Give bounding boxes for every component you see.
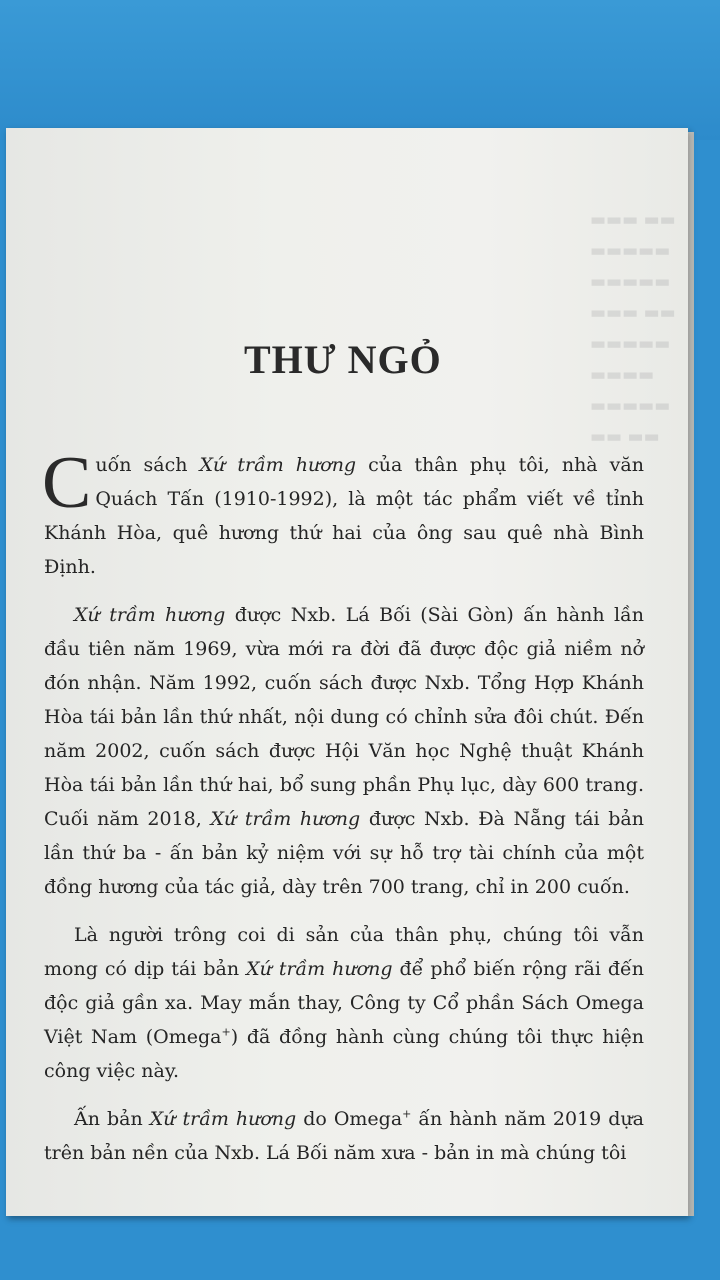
superscript-plus: + — [402, 1107, 412, 1121]
text-run: Là người trông coi di sản của thân phụ, chúng tôi vẫn mong có dịp tái bản — [44, 924, 644, 980]
page-title: THƯ NGỎ — [244, 337, 442, 382]
book-title: Xứ trầm hương — [199, 454, 357, 476]
paragraph-1 — [42, 442, 644, 584]
page-edge — [688, 132, 694, 1216]
superscript-plus: + — [221, 1025, 231, 1039]
show-through-text: ▬▬▬ ▬▬ ▬▬▬▬▬ ▬▬▬▬▬ ▬▬▬ ▬▬ ▬▬▬▬▬ ▬▬▬▬ ▬▬▬▬▬ ▬▬ ▬▬ — [590, 210, 676, 447]
paragraph-4 — [44, 1102, 644, 1170]
text-run: ấn hành năm 2019 dựa trên bản nền của Nxb. Lá Bối năm xưa - bản in mà chúng tôi — [44, 1108, 645, 1164]
book-title: Xứ trầm hương — [74, 604, 226, 626]
text-run: Ấn bản — [74, 1108, 150, 1130]
text-run: do Omega — [296, 1108, 403, 1130]
text-run: được Nxb. Lá Bối (Sài Gòn) ấn hành lần đầu tiên năm 1969, vừa mới ra đời đã được độc giả niềm nở đón nhận. Năm 1992, cuốn sách được Nxb. Tổng Hợp Khánh Hòa tái bản lần thứ nhất, nội dung có chỉnh sửa đôi chút. Đến năm 2002, cuốn sách được Hội Văn học Nghệ thuật Khánh Hòa tái bản lần thứ hai, bổ sung phần Phụ lục, dày 600 trang. Cuối năm 2018, — [44, 604, 644, 830]
paragraph-3 — [44, 918, 644, 1088]
text-run: để phổ biến rộng rãi đến độc giả gần xa. May mắn thay, Công ty Cổ phần Sách Omega Việt Nam (Omega — [44, 958, 644, 1048]
text-run: uốn sách — [95, 454, 200, 476]
blue-backdrop — [0, 0, 720, 140]
book-title: Xứ trầm hương — [149, 1108, 297, 1130]
body-text — [42, 442, 645, 1184]
book-title: Xứ trầm hương — [246, 958, 393, 980]
book-title: Xứ trầm hương — [210, 808, 361, 830]
drop-cap: C — [42, 442, 92, 524]
text-run: được Nxb. Đà Nẵng tái bản lần thứ ba - ấn bản kỷ niệm với sự hỗ trợ tài chính của một đồng hương của tác giả, dày trên 700 trang, chỉ in 200 cuốn. — [44, 808, 644, 898]
text-run: của thân phụ tôi, nhà văn Quách Tấn (1910-1992), là một tác phẩm viết về tỉnh Khánh Hòa, quê hương thứ hai của ông sau quê nhà Bình Định. — [44, 454, 644, 578]
paragraph-2 — [44, 598, 644, 904]
text-run: ) đã đồng hành cùng chúng tôi thực hiện công việc này. — [44, 1026, 644, 1082]
